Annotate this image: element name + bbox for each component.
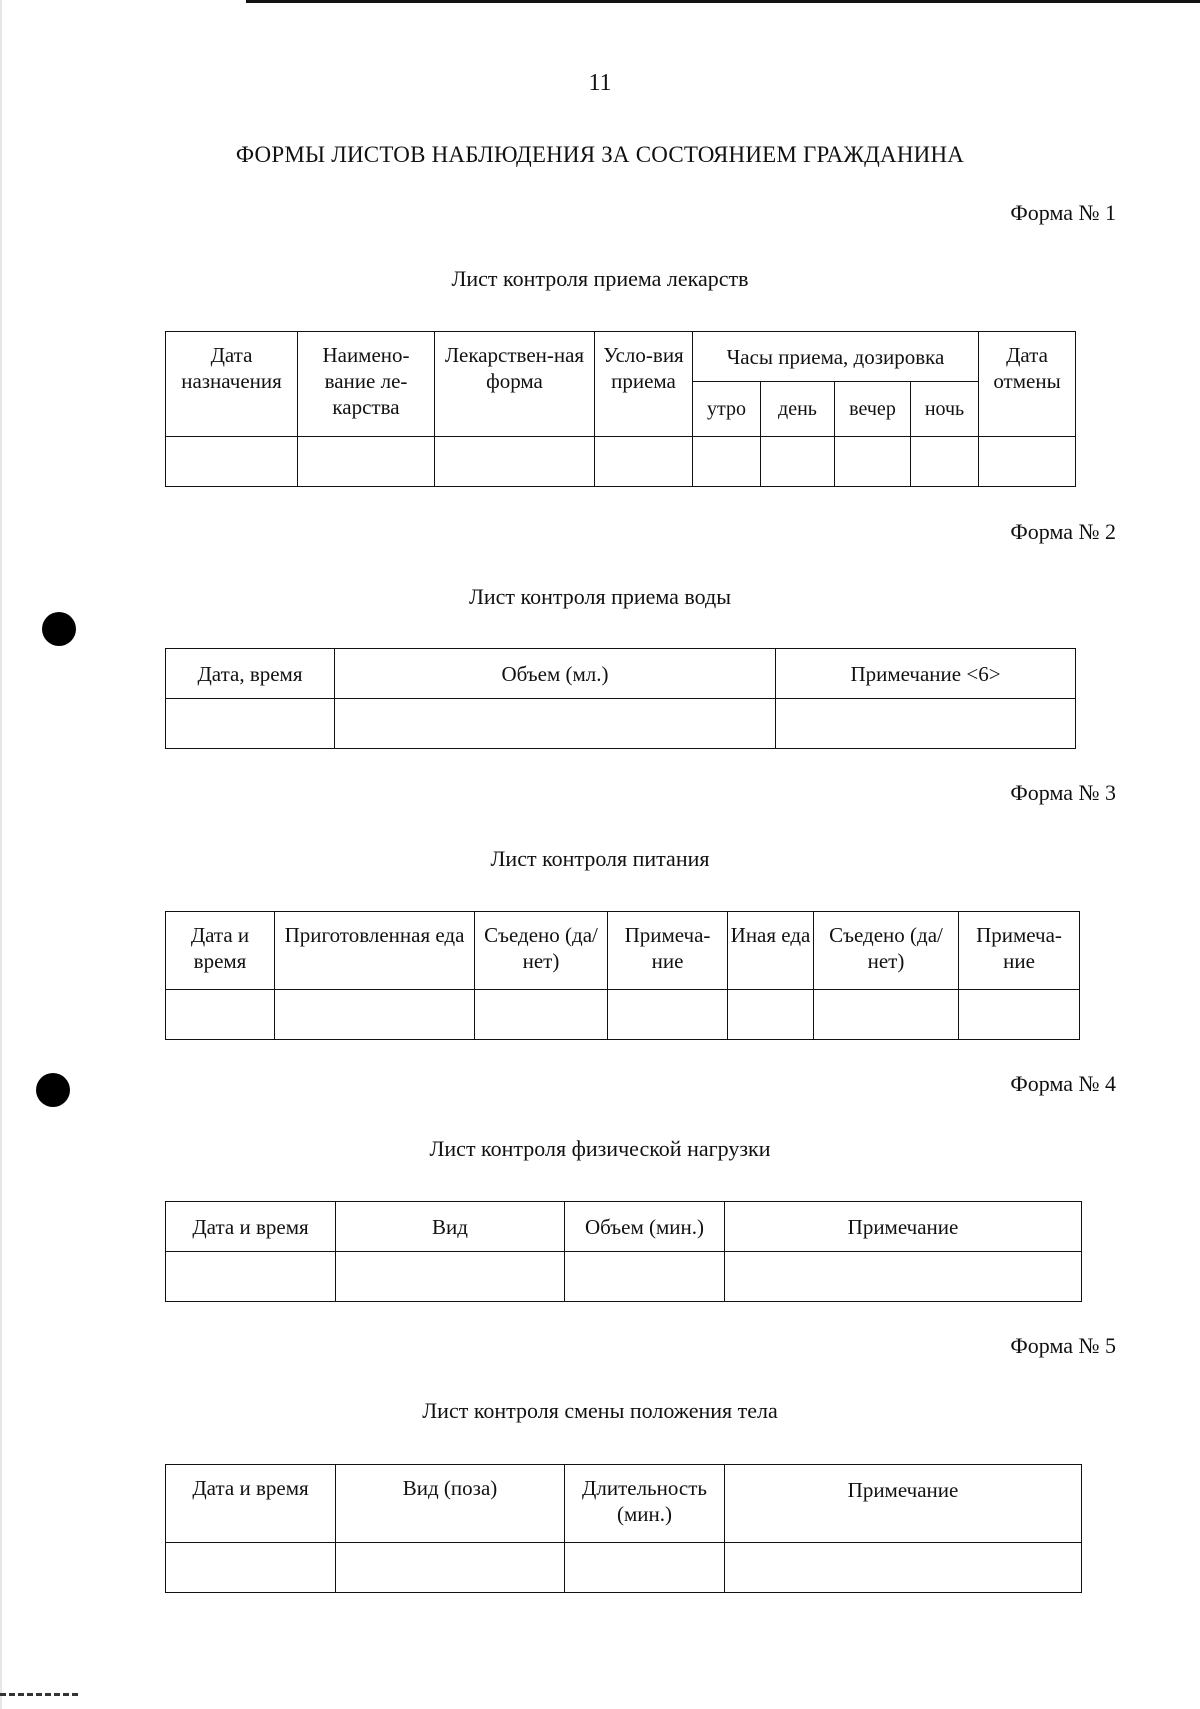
header-note: Примеча-ние [608,912,728,990]
header-type: Вид [336,1202,565,1252]
header-duration: Длительность (мин.) [565,1465,725,1543]
empty-cell [166,1543,336,1593]
header-volume-min: Объем (мин.) [565,1202,725,1252]
empty-cell [911,437,979,487]
empty-cell [595,437,693,487]
form-2-table [165,648,1076,749]
empty-cell [728,990,814,1040]
empty-cell [435,437,595,487]
form-5-table [165,1464,1082,1593]
empty-cell [725,1252,1082,1302]
header-dosage-form: Лекарствен-ная форма [435,332,595,437]
form-5-label: Форма № 5 [1010,1333,1116,1358]
header-datetime: Дата и время [166,1465,336,1543]
empty-cell [776,699,1076,749]
empty-cell [335,699,776,749]
empty-cell [166,699,335,749]
form-3-label: Форма № 3 [1010,780,1116,805]
header-intake-conditions: Усло-вия приема [595,332,693,437]
subheader-day: день [761,382,835,437]
empty-cell [166,437,298,487]
header-other-food: Иная еда [728,912,814,990]
header-medicine-name: Наимено-вание ле-карства [298,332,435,437]
punch-hole [42,612,76,646]
header-eaten: Съедено (да/нет) [475,912,608,990]
form-3-title: Лист контроля питания [490,846,710,871]
subheader-evening: вечер [835,382,911,437]
empty-cell [608,990,728,1040]
header-datetime: Дата и время [166,1202,336,1252]
empty-cell [565,1543,725,1593]
document-title: ФОРМЫ ЛИСТОВ НАБЛЮДЕНИЯ ЗА СОСТОЯНИЕМ ГРАЖДАНИНА [235,142,965,167]
header-datetime: Дата и время [166,912,275,990]
empty-cell [298,437,435,487]
header-eaten-2: Съедено (да/нет) [814,912,959,990]
empty-cell [275,990,475,1040]
empty-cell [693,437,761,487]
empty-cell [166,990,275,1040]
empty-cell [959,990,1080,1040]
empty-cell [979,437,1076,487]
form-4-title: Лист контроля физической нагрузки [429,1136,771,1161]
subheader-night: ночь [911,382,979,437]
scan-top-border [246,0,1200,3]
header-note-2: Примеча-ние [959,912,1080,990]
form-4-label: Форма № 4 [1010,1071,1116,1096]
header-datetime: Дата, время [166,649,335,699]
punch-hole [36,1073,70,1107]
empty-cell [336,1543,565,1593]
form-3-table [165,911,1080,1040]
subheader-morning: утро [693,382,761,437]
form-1-title: Лист контроля приема лекарств [451,266,749,291]
header-pose: Вид (поза) [336,1465,565,1543]
header-note: Примечание <6> [776,649,1076,699]
header-intake-hours: Часы приема, дозировка [693,332,979,382]
empty-cell [761,437,835,487]
form-2-label: Форма № 2 [1010,519,1116,544]
page-number: 11 [588,70,612,96]
empty-cell [835,437,911,487]
empty-cell [814,990,959,1040]
form-1-label: Форма № 1 [1010,200,1116,225]
header-volume-ml: Объем (мл.) [335,649,776,699]
form-2-title: Лист контроля приема воды [468,584,732,609]
header-cancel-date: Дата отмены [979,332,1076,437]
empty-cell [475,990,608,1040]
header-note: Примечание [725,1465,1082,1543]
form-4-table [165,1201,1082,1302]
empty-cell [336,1252,565,1302]
header-appointment-date: Дата назначения [166,332,298,437]
scan-edge-marks [0,1693,80,1696]
empty-cell [565,1252,725,1302]
form-5-title: Лист контроля смены положения тела [422,1398,778,1423]
header-note: Примечание [725,1202,1082,1252]
header-prepared-food: Приготовленная еда [275,912,475,990]
empty-cell [725,1543,1082,1593]
form-1-table [165,331,1076,487]
empty-cell [166,1252,336,1302]
